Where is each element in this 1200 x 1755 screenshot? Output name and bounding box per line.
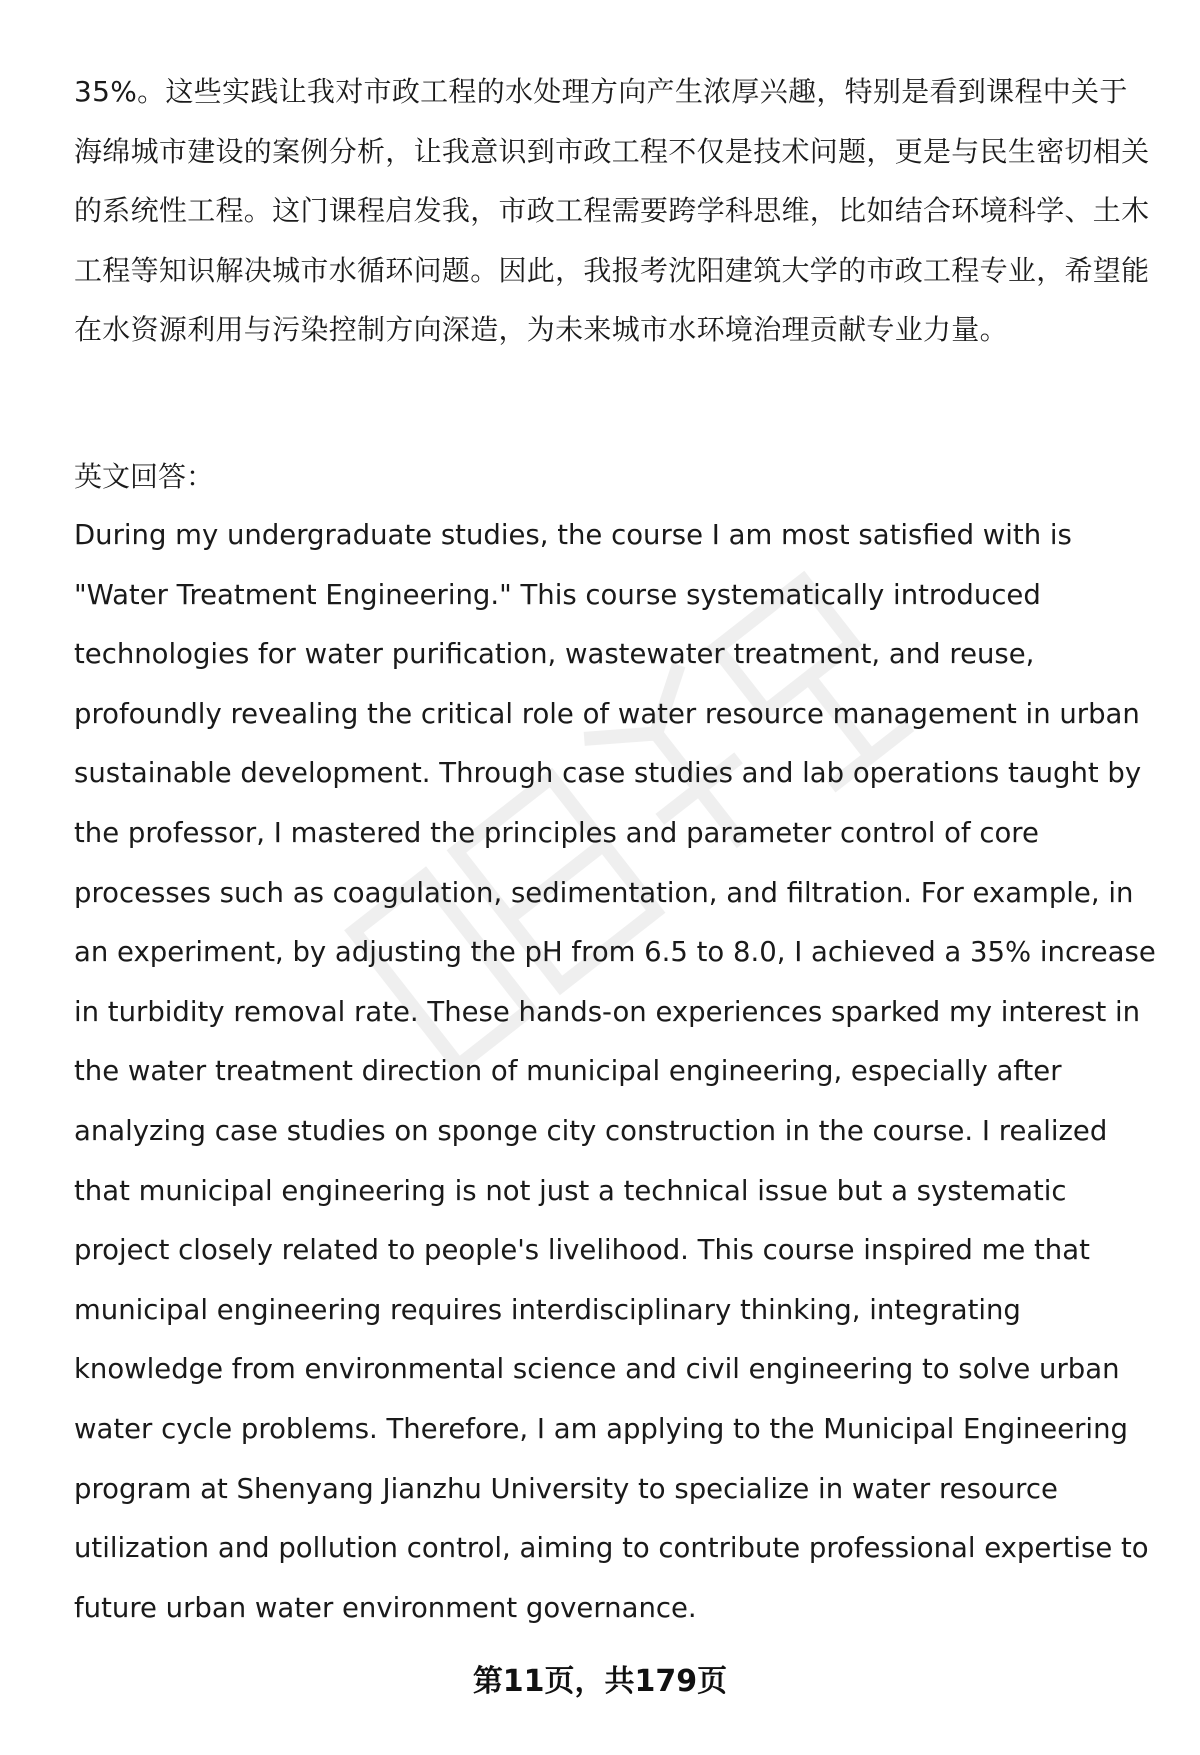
english-answer-heading: 英文回答：	[74, 460, 215, 493]
chinese-answer-continuation: 35%。这些实践让我对市政工程的水处理方向产生浓厚兴趣，特别是看到课程中关于海绵城市建设的案例分析，让我意识到市政工程不仅是技术问题，更是与民生密切相关的系统性工程。这门课程启发我，市政工程需要跨学科思维，比如结合环境科学、土木工程等知识解决城市水循环问题。因此，我报考沈阳建筑大学的市政工程专业，希望能在水资源利用与污染控制方向深造，为未来城市水环境治理贡献专业力量。	[74, 75, 1150, 346]
english-answer-paragraph: During my undergraduate studies, the course I am most satisfied with is "Water Treatment Engineering." This course systematically introduced technologies for water purification, wastewater treatment, and reuse, profoundly revealing the critical role of water resource management in urban sustainable development. Through case studies and lab operations taught by the professor, I mastered the principles and parameter control of core processes such as coagulation, sedimentation, and filtration. For example, in an experiment, by adjusting the pH from 6.5 to 8.0, I achieved a 35% increase in turbidity removal rate. These hands-on experiences sparked my interest in the water treatment direction of municipal engineering, especially after analyzing case studies on sponge city construction in the course. I realized that municipal engineering is not just a technical issue but a systematic project closely related to people's livelihood. This course inspired me that municipal engineering requires interdisciplinary thinking, integrating knowledge from environmental science and civil engineering to solve urban water cycle problems. Therefore, I am applying to the Municipal Engineering program at Shenyang Jianzhu University to specialize in water resource utilization and pollution control, aiming to contribute professional expertise to future urban water environment governance.	[74, 519, 1156, 1624]
page-number-footer: 第11页，共179页	[472, 1664, 728, 1699]
